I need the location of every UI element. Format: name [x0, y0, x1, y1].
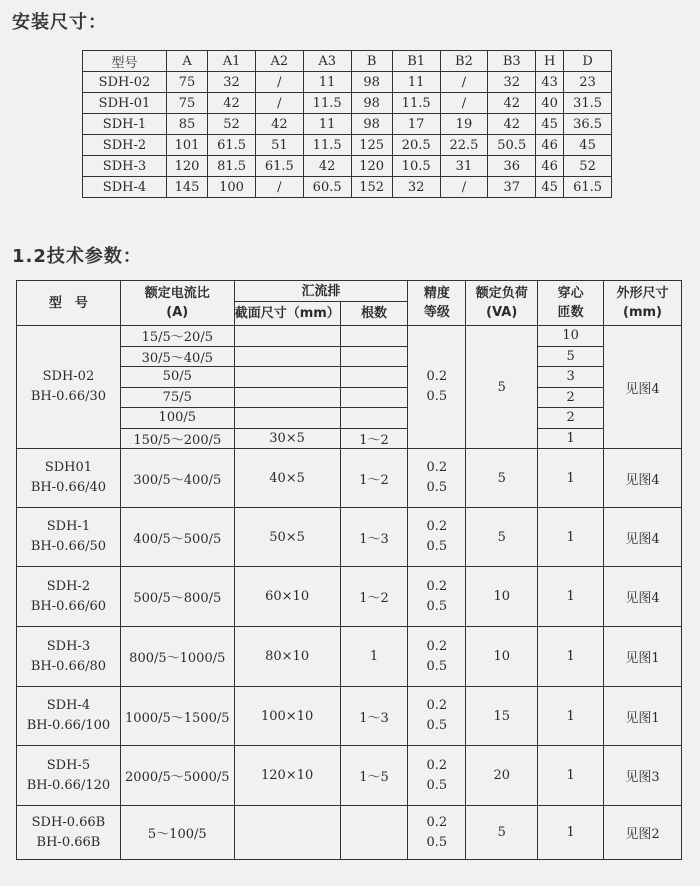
cell: / — [440, 93, 488, 114]
cell-ratio: 150/5～200/5 — [120, 428, 234, 449]
cell-count: 1～5 — [340, 746, 408, 806]
cell: 22.5 — [440, 135, 488, 156]
cell: 52 — [564, 156, 612, 177]
cell-load: 5 — [466, 326, 538, 449]
table-row — [17, 449, 682, 508]
cell-turns: 2 — [538, 408, 604, 429]
cell-section — [234, 367, 340, 388]
cell: 32 — [488, 72, 536, 93]
cell: 85 — [166, 114, 207, 135]
table-row — [17, 687, 682, 746]
table-row — [83, 177, 612, 198]
cell-section — [234, 806, 340, 860]
cell-accuracy: 0.2 0.5 — [408, 746, 466, 806]
cell-count — [340, 326, 408, 347]
cell-outline: 见图1 — [604, 627, 682, 687]
cell: 42 — [303, 156, 351, 177]
cell-turns: 1 — [538, 508, 604, 567]
cell-load: 5 — [466, 449, 538, 508]
cell-count — [340, 387, 408, 408]
cell: 43 — [536, 72, 564, 93]
cell: 46 — [536, 156, 564, 177]
cell-outline: 见图4 — [604, 508, 682, 567]
cell-section: 30×5 — [234, 428, 340, 449]
header-ratio: 额定电流比 (A) — [120, 281, 234, 326]
cell: 75 — [166, 93, 207, 114]
cell: 42 — [488, 114, 536, 135]
cell-count: 1～2 — [340, 567, 408, 627]
table-row — [17, 627, 682, 687]
cell-turns: 5 — [538, 346, 604, 367]
cell-accuracy: 0.2 0.5 — [408, 508, 466, 567]
cell-turns: 1 — [538, 428, 604, 449]
cell: 81.5 — [208, 156, 256, 177]
cell: / — [440, 177, 488, 198]
tech-params-heading: 1.2技术参数： — [12, 246, 142, 267]
cell-accuracy: 0.2 0.5 — [408, 567, 466, 627]
cell: 31 — [440, 156, 488, 177]
cell: 37 — [488, 177, 536, 198]
cell-section: 100×10 — [234, 687, 340, 746]
cell: 45 — [536, 177, 564, 198]
header-cell: H — [536, 51, 564, 72]
cell: 75 — [166, 72, 207, 93]
cell-outline: 见图4 — [604, 449, 682, 508]
cell-section — [234, 346, 340, 367]
cell: 20.5 — [392, 135, 440, 156]
cell-model: SDH-0.66B BH-0.66B — [17, 806, 121, 860]
cell-section — [234, 408, 340, 429]
cell: 50.5 — [488, 135, 536, 156]
cell-count — [340, 408, 408, 429]
cell-turns: 1 — [538, 746, 604, 806]
cell: / — [440, 72, 488, 93]
table-row — [17, 326, 682, 347]
cell: SDH-01 — [83, 93, 167, 114]
cell-load: 20 — [466, 746, 538, 806]
cell-turns: 1 — [538, 627, 604, 687]
cell-turns: 2 — [538, 387, 604, 408]
cell: 60.5 — [303, 177, 351, 198]
cell: 10.5 — [392, 156, 440, 177]
cell: SDH-02 — [83, 72, 167, 93]
cell-ratio: 100/5 — [120, 408, 234, 429]
cell: 120 — [351, 156, 392, 177]
cell-count: 1～2 — [340, 449, 408, 508]
cell-accuracy: 0.2 0.5 — [408, 326, 466, 449]
table-row — [17, 508, 682, 567]
header-busbar: 汇流排 — [234, 281, 408, 302]
cell-outline: 见图1 — [604, 687, 682, 746]
table-row — [17, 567, 682, 627]
cell-ratio: 50/5 — [120, 367, 234, 388]
cell-ratio: 500/5～800/5 — [120, 567, 234, 627]
cell: SDH-1 — [83, 114, 167, 135]
cell: 45 — [564, 135, 612, 156]
header-cell: B1 — [392, 51, 440, 72]
cell-outline: 见图3 — [604, 746, 682, 806]
cell-ratio: 15/5～20/5 — [120, 326, 234, 347]
table-header-row — [83, 51, 612, 72]
cell-turns: 3 — [538, 367, 604, 388]
cell: / — [255, 93, 303, 114]
cell: 11 — [392, 72, 440, 93]
cell: 31.5 — [564, 93, 612, 114]
header-cell: A1 — [208, 51, 256, 72]
cell-count: 1～3 — [340, 687, 408, 746]
cell-section: 40×5 — [234, 449, 340, 508]
cell-ratio: 800/5～1000/5 — [120, 627, 234, 687]
header-busbar-section: 截面尺寸（mm） — [234, 302, 340, 326]
cell-load: 10 — [466, 627, 538, 687]
cell-ratio: 400/5～500/5 — [120, 508, 234, 567]
cell: 17 — [392, 114, 440, 135]
cell: SDH-3 — [83, 156, 167, 177]
table-row — [83, 135, 612, 156]
cell: 61.5 — [564, 177, 612, 198]
cell: 98 — [351, 72, 392, 93]
cell-turns: 10 — [538, 326, 604, 347]
cell: 11.5 — [392, 93, 440, 114]
cell-count — [340, 346, 408, 367]
install-dimensions-heading: 安装尺寸： — [12, 12, 107, 33]
cell: 120 — [166, 156, 207, 177]
cell-load: 10 — [466, 567, 538, 627]
cell: 125 — [351, 135, 392, 156]
table-row — [83, 72, 612, 93]
header-cell: A — [166, 51, 207, 72]
header-cell: D — [564, 51, 612, 72]
cell-ratio: 2000/5～5000/5 — [120, 746, 234, 806]
table-row — [83, 156, 612, 177]
cell: 42 — [488, 93, 536, 114]
cell-ratio: 300/5～400/5 — [120, 449, 234, 508]
cell: 61.5 — [255, 156, 303, 177]
cell: 98 — [351, 93, 392, 114]
cell: 32 — [392, 177, 440, 198]
cell-count — [340, 367, 408, 388]
cell: 100 — [208, 177, 256, 198]
cell-model: SDH01 BH-0.66/40 — [17, 449, 121, 508]
cell: 46 — [536, 135, 564, 156]
cell-section: 50×5 — [234, 508, 340, 567]
cell-count — [340, 806, 408, 860]
header-load: 额定负荷 (VA) — [466, 281, 538, 326]
table-row — [83, 114, 612, 135]
cell: 36.5 — [564, 114, 612, 135]
cell-turns: 1 — [538, 567, 604, 627]
cell-outline: 见图4 — [604, 567, 682, 627]
cell: 42 — [255, 114, 303, 135]
cell: 23 — [564, 72, 612, 93]
header-outline: 外形尺寸 (mm) — [604, 281, 682, 326]
cell: 51 — [255, 135, 303, 156]
cell: 42 — [208, 93, 256, 114]
cell-model: SDH-4 BH-0.66/100 — [17, 687, 121, 746]
table-row — [83, 93, 612, 114]
cell: 36 — [488, 156, 536, 177]
cell: SDH-4 — [83, 177, 167, 198]
cell-ratio: 30/5～40/5 — [120, 346, 234, 367]
cell-accuracy: 0.2 0.5 — [408, 449, 466, 508]
cell-count: 1～2 — [340, 428, 408, 449]
cell-load: 15 — [466, 687, 538, 746]
cell-turns: 1 — [538, 806, 604, 860]
cell: 61.5 — [208, 135, 256, 156]
header-accuracy: 精度 等级 — [408, 281, 466, 326]
header-cell: A3 — [303, 51, 351, 72]
cell: 40 — [536, 93, 564, 114]
cell: 19 — [440, 114, 488, 135]
header-cell: B3 — [488, 51, 536, 72]
cell-ratio: 1000/5～1500/5 — [120, 687, 234, 746]
cell-outline: 见图2 — [604, 806, 682, 860]
cell-count: 1～3 — [340, 508, 408, 567]
cell-model: SDH-02 BH-0.66/30 — [17, 326, 121, 449]
cell-section — [234, 387, 340, 408]
header-turns: 穿心 匝数 — [538, 281, 604, 326]
install-dimensions-table — [82, 50, 612, 198]
cell-ratio: 5～100/5 — [120, 806, 234, 860]
cell-section: 60×10 — [234, 567, 340, 627]
cell-load: 5 — [466, 508, 538, 567]
header-busbar-count: 根数 — [340, 302, 408, 326]
cell-section: 120×10 — [234, 746, 340, 806]
cell: 11.5 — [303, 135, 351, 156]
cell: 32 — [208, 72, 256, 93]
table-row — [17, 746, 682, 806]
header-cell: A2 — [255, 51, 303, 72]
cell: 152 — [351, 177, 392, 198]
cell: 52 — [208, 114, 256, 135]
cell: 11.5 — [303, 93, 351, 114]
cell-model: SDH-2 BH-0.66/60 — [17, 567, 121, 627]
cell-load: 5 — [466, 806, 538, 860]
header-cell: 型号 — [83, 51, 167, 72]
cell-section: 80×10 — [234, 627, 340, 687]
cell-turns: 1 — [538, 687, 604, 746]
cell: 101 — [166, 135, 207, 156]
cell: / — [255, 177, 303, 198]
cell-model: SDH-1 BH-0.66/50 — [17, 508, 121, 567]
cell-section — [234, 326, 340, 347]
cell-model: SDH-3 BH-0.66/80 — [17, 627, 121, 687]
header-model: 型 号 — [17, 281, 121, 326]
header-cell: B2 — [440, 51, 488, 72]
cell: 45 — [536, 114, 564, 135]
cell-ratio: 75/5 — [120, 387, 234, 408]
header-cell: B — [351, 51, 392, 72]
cell-count: 1 — [340, 627, 408, 687]
cell: 11 — [303, 72, 351, 93]
cell-turns: 1 — [538, 449, 604, 508]
cell: 98 — [351, 114, 392, 135]
cell: 11 — [303, 114, 351, 135]
cell: / — [255, 72, 303, 93]
cell: SDH-2 — [83, 135, 167, 156]
cell-outline: 见图4 — [604, 326, 682, 449]
cell-accuracy: 0.2 0.5 — [408, 806, 466, 860]
table-header-row — [17, 281, 682, 302]
cell-accuracy: 0.2 0.5 — [408, 627, 466, 687]
cell: 145 — [166, 177, 207, 198]
cell-accuracy: 0.2 0.5 — [408, 687, 466, 746]
tech-params-table — [16, 280, 682, 860]
cell-model: SDH-5 BH-0.66/120 — [17, 746, 121, 806]
table-row — [17, 806, 682, 860]
